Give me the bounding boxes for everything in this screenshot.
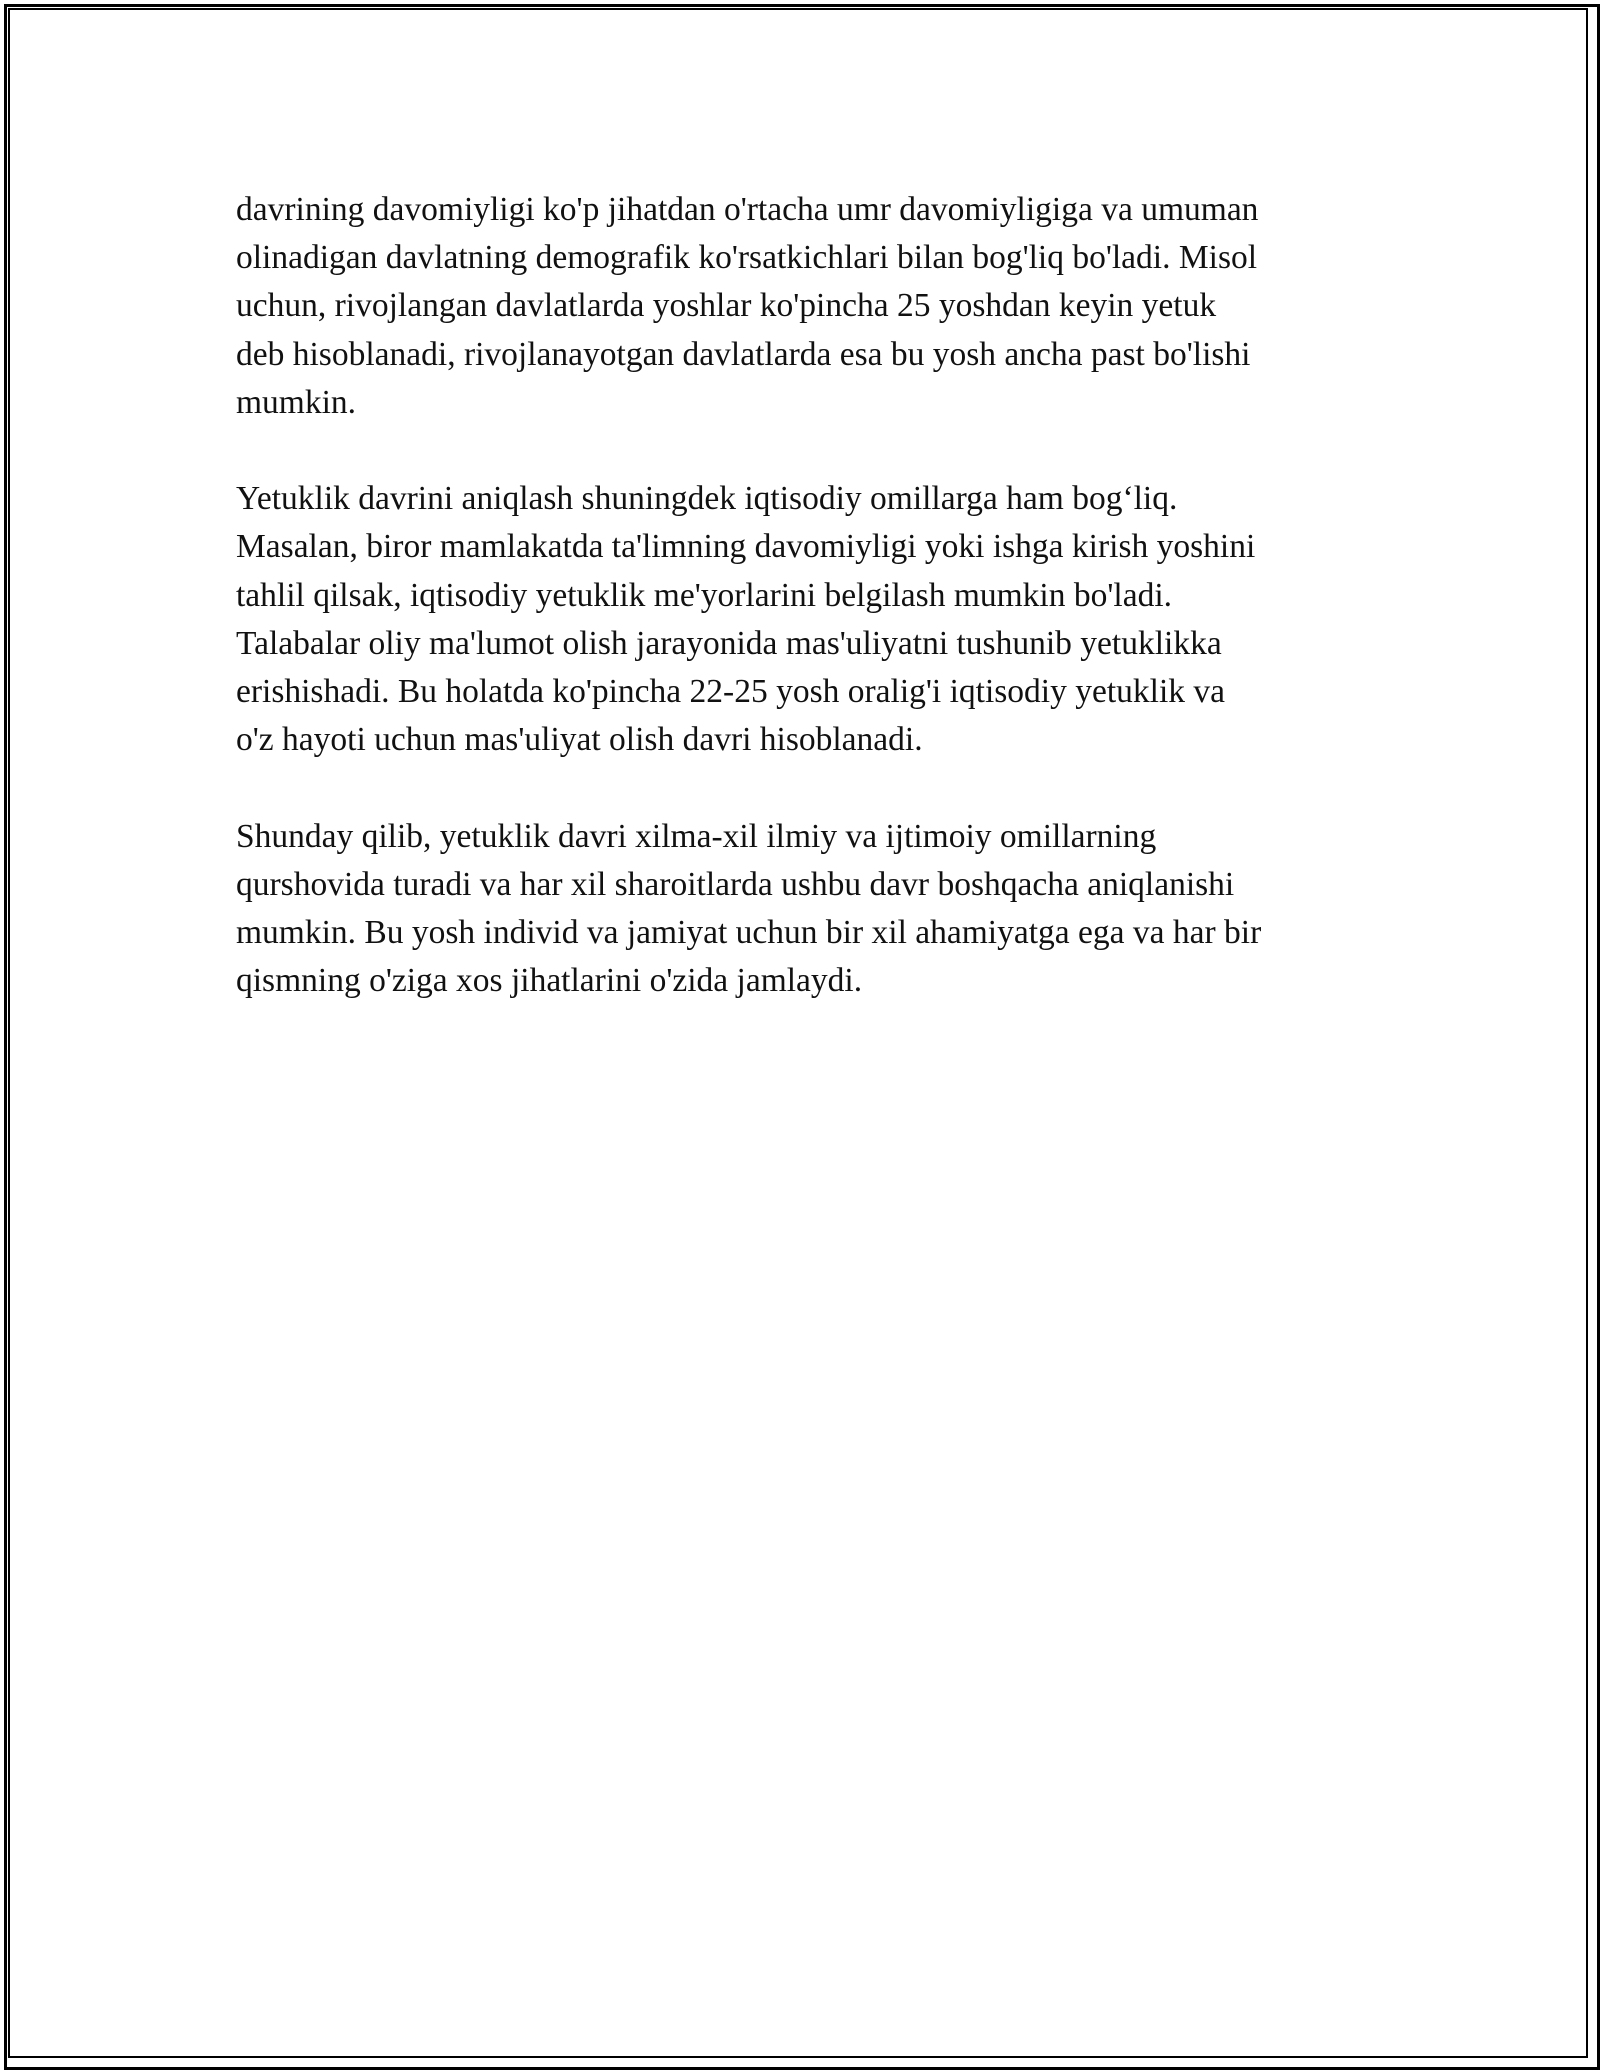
text-line: olinadigan davlatning demografik ko'rsatkichlari bilan bog'liq bo'ladi. Misol — [236, 239, 1258, 277]
text-line: erishishadi. Bu holatda ko'pincha 22-25 yosh oralig'i iqtisodiy yetuklik va — [236, 673, 1226, 711]
text-line: mumkin. Bu yosh individ va jamiyat uchun bir xil ahamiyatga ega va har bir — [236, 914, 1262, 952]
paragraph-2 — [236, 475, 1366, 764]
text-line: davrining davomiyligi ko'p jihatdan o'rtacha umr davomiyligiga va umuman — [236, 191, 1259, 228]
text-line: qismning o'ziga xos jihatlarini o'zida jamlaydi. — [236, 962, 863, 1000]
text-line: uchun, rivojlangan davlatlarda yoshlar ko'pincha 25 yoshdan keyin yetuk — [236, 287, 1217, 325]
text-line: Yetuklik davrini aniqlash shuningdek iqtisodiy omillarga ham bog‘liq. — [236, 480, 1178, 518]
text-line: tahlil qilsak, iqtisodiy yetuklik me'yorlarini belgilash mumkin bo'ladi. — [236, 576, 1173, 614]
paragraph-1 — [236, 186, 1366, 427]
text-line: deb hisoblanadi, rivojlanayotgan davlatlarda esa bu yosh ancha past bo'lishi — [236, 335, 1251, 373]
text-line: mumkin. — [236, 383, 357, 421]
document-body — [236, 186, 1366, 1054]
text-line: Talabalar oliy ma'lumot olish jarayonida mas'uliyatni tushunib yetuklikka — [236, 624, 1222, 662]
text-line: Masalan, biror mamlakatda ta'limning davomiyligi yoki ishga kirish yoshini — [236, 528, 1256, 566]
paragraph-3 — [236, 813, 1366, 1006]
text-line: o'z hayoti uchun mas'uliyat olish davri hisoblanadi. — [236, 721, 923, 759]
text-line: Shunday qilib, yetuklik davri xilma-xil ilmiy va ijtimoiy omillarning — [236, 817, 1157, 855]
text-line: qurshovida turadi va har xil sharoitlarda ushbu davr boshqacha aniqlanishi — [236, 865, 1235, 903]
